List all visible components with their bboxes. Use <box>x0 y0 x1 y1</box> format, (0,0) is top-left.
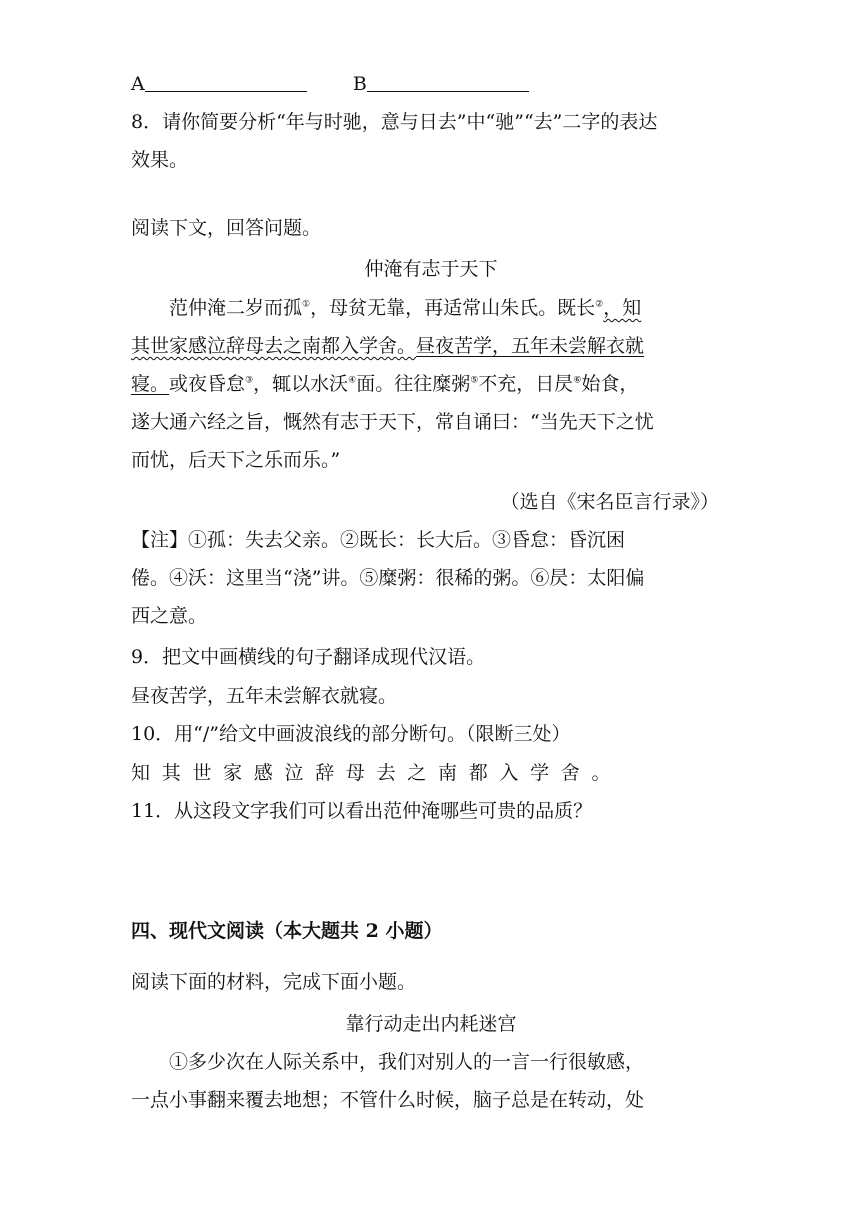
q9-sentence: 昼夜苦学，五年未尝解衣就寝。 <box>131 685 398 707</box>
section4-para-line1: ①多少次在人际关系中，我们对别人的一言一行很敏感， <box>169 1051 645 1073</box>
reading1-title: 仲淹有志于天下 <box>364 258 498 280</box>
section4-para-line2: 一点小事翻来覆去地想；不管什么时候，脑子总是在转动，处 <box>131 1089 645 1111</box>
underlined-sentence-part1: 昼夜苦学，五年未尝解衣就 <box>416 335 645 357</box>
blank-a-label: A <box>131 73 145 95</box>
q10-sentence: 知其世家感泣辞母去之南都入学舍。 <box>131 762 623 784</box>
underlined-sentence-part2: 寝。 <box>131 373 170 395</box>
footnote-marker-3: ③ <box>245 375 254 386</box>
footnote-marker-6: ⑥ <box>573 375 582 386</box>
footnote-marker-1: ① <box>302 299 311 310</box>
reading1-para-line5: 而忧，后天下之乐而乐。” <box>131 449 341 471</box>
blank-a[interactable] <box>145 73 307 92</box>
reading1-para-line3: 寝。或夜昏怠③，辄以水沃④面。往往糜粥⑤不充，日昃⑥始食， <box>131 373 639 395</box>
reading1-notes-line1: 【注】①孤：失去父亲。②既长：长大后。③昏怠：昏沉困 <box>131 529 626 551</box>
wavy-underlined-text: 其世家感泣辞母去之南都入学舍。 <box>131 335 417 357</box>
reading1-source: （选自《宋名臣言行录》） <box>500 491 719 513</box>
section4-heading: 四、现代文阅读（本大题共 2 小题） <box>131 920 443 942</box>
answer-blanks-line <box>131 72 529 96</box>
q11-question: 11．从这段文字我们可以看出范仲淹哪些可贵的品质？ <box>131 800 593 822</box>
footnote-marker-2: ② <box>595 299 604 310</box>
reading1-notes-line2: 倦。④沃：这里当“浇”讲。⑤糜粥：很稀的粥。⑥昃：太阳偏 <box>131 567 645 589</box>
footnote-marker-5: ⑤ <box>470 375 479 386</box>
reading1-para-line4: 遂大通六经之旨，慨然有志于天下，常自诵曰：“当先天下之忧 <box>131 411 654 433</box>
footnote-marker-4: ④ <box>348 375 357 386</box>
q9-question: 9．把文中画横线的句子翻译成现代汉语。 <box>131 646 486 668</box>
blank-b-label: B <box>352 73 367 95</box>
q8-line1: 8．请你简要分析“年与时驰，意与日去”中“驰”“去”二字的表达 <box>131 111 658 133</box>
q10-question: 10．用“/”给文中画波浪线的部分断句。（限断三处） <box>131 723 571 745</box>
reading1-para-line2 <box>131 334 644 358</box>
reading1-notes-line3: 西之意。 <box>131 605 208 627</box>
reading1-para-line1: 范仲淹二岁而孤①，母贫无靠，再适常山朱氏。既长②，知 <box>169 297 642 319</box>
reading1-instruction: 阅读下文，回答问题。 <box>131 217 322 239</box>
q8-line2: 效果。 <box>131 149 189 171</box>
section4-instruction: 阅读下面的材料，完成下面小题。 <box>131 971 417 993</box>
section4-title: 靠行动走出内耗迷宫 <box>345 1013 517 1035</box>
blank-b[interactable] <box>367 73 529 92</box>
